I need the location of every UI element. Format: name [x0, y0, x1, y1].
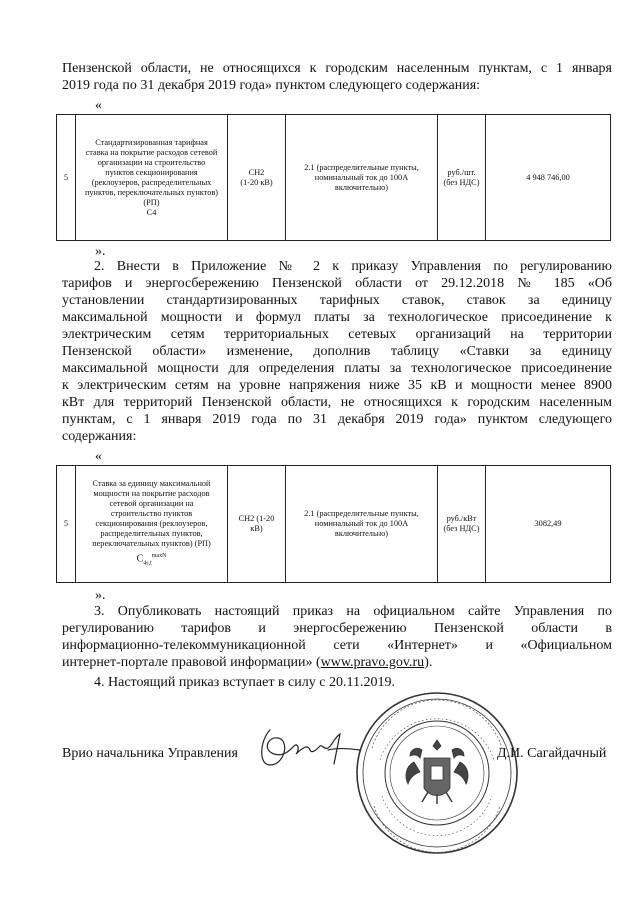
level-line: кВ): [250, 524, 263, 533]
table-row: [57, 466, 611, 583]
item2-line-4: электрическим сетям территориальных сетевых организаций на территории: [62, 327, 612, 342]
name-line: сетевой организации на: [109, 499, 194, 509]
level-line: (1-20 кВ): [240, 177, 273, 187]
tariff-table-2: [56, 465, 611, 583]
name-line: Стандартизированная тарифная: [95, 137, 208, 147]
item3-line-4-text: интернет-портале правовой информации» (: [62, 655, 321, 670]
pravo-link[interactable]: www.pravo.gov.ru: [320, 655, 425, 670]
signatory-name: Д.И. Сагайдачный: [497, 746, 607, 761]
name-line: пунктов, переключательных пунктов): [84, 187, 219, 197]
desc-line: номинальный ток до 100А: [314, 172, 409, 182]
cell-name: [76, 115, 228, 241]
item2-line-6: максимальной мощности для определения платы за технологическое присоединение: [62, 361, 612, 376]
name-line: пунктов секционирования: [105, 167, 198, 177]
quote-open-2: «: [95, 449, 102, 464]
name-line: строительство пунктов: [110, 509, 193, 519]
cell-description: [286, 115, 438, 241]
cell-voltage-level: [228, 115, 286, 241]
name-line: C4: [146, 207, 157, 217]
name-line: распределительных пунктов,: [100, 529, 203, 539]
unit-line: руб./шт.: [447, 167, 476, 177]
desc-line: включительно): [334, 529, 389, 538]
name-line: мощности на покрытие расходов: [93, 489, 210, 499]
name-line: секционирования (реклоузеров,: [95, 519, 208, 529]
item3-line-1: 3. Опубликовать настоящий приказ на официальном сайте Управления по: [94, 604, 612, 619]
name-line: (РП): [143, 197, 160, 207]
item2-last-line: содержания:: [62, 429, 137, 444]
item2-line-2: установлении стандартизированных тарифных ставок, ставок за единицу: [62, 293, 612, 308]
handwritten-signature-icon: [250, 720, 370, 780]
desc-line: включительно): [334, 182, 389, 192]
quote-open-1: «: [95, 98, 102, 113]
item3-line-4: [62, 655, 612, 672]
item2-line-7: к электрическим сетям на уровне напряжения ниже 35 кВ и мощности менее 8900: [62, 378, 612, 393]
cell-value: 4 948 746,00: [486, 115, 611, 241]
level-line: СН2 (1-20: [238, 514, 275, 523]
item3-line-2: регулированию тарифов и энергосбережению Пензенской области в: [62, 621, 612, 636]
item2-line-0: 2. Внести в Приложение № 2 к приказу Управления по регулированию: [94, 259, 612, 274]
item2-line-9: пунктам, с 1 января 2019 года по 31 декабря 2019 года» пунктом следующего: [62, 412, 612, 427]
item3-line-4-end: ).: [424, 655, 433, 670]
quote-close-2: ».: [95, 588, 106, 603]
item2-line-3: максимальной мощности и формул платы за технологическое присоединение к: [62, 310, 612, 325]
cell-unit: [438, 115, 486, 241]
cell-number: 5: [57, 115, 76, 241]
item4: 4. Настоящий приказ вступает в силу с 20.11.2019.: [94, 675, 395, 690]
signatory-title: Врио начальника Управления: [62, 746, 238, 761]
rate-symbol: [79, 551, 224, 568]
intro-line-2: 2019 года по 31 декабря 2019 года» пунктом следующего содержания:: [62, 78, 481, 93]
cell-voltage-level: [228, 466, 286, 583]
rate-symbol-letter: C: [136, 553, 144, 565]
cell-description: [286, 466, 438, 583]
quote-close-1: ».: [95, 244, 106, 259]
cell-value: 3082,49: [486, 466, 611, 583]
tariff-table-1: [56, 114, 611, 241]
cell-number: 5: [57, 466, 76, 583]
unit-line: (без НДС): [443, 177, 480, 187]
unit-line: руб./кВт: [446, 514, 477, 523]
rate-symbol-subscript: 4s,t: [143, 560, 152, 567]
level-line: СН2: [248, 167, 265, 177]
table-row: [57, 115, 611, 241]
official-seal-icon: [352, 688, 522, 858]
name-line: ставка на покрытие расходов сетевой: [85, 147, 218, 157]
rate-symbol-superscript: maxN: [151, 553, 167, 560]
desc-line: 2.1 (распределительные пункты,: [304, 162, 419, 172]
desc-line: номинальный ток до 100А: [314, 519, 409, 528]
item2-line-1: тарифов и энергосбережению Пензенской области от 29.12.2018 № 185 «Об: [62, 276, 612, 291]
unit-line: (без НДС): [443, 524, 480, 533]
intro-line-1: Пензенской области, не относящихся к городским населенным пунктам, с 1 января: [62, 61, 612, 76]
name-line: организации на строительство: [97, 157, 206, 167]
item2-line-8: кВт для территорий Пензенской области, не относящихся к городским населенным: [62, 395, 612, 410]
item2-line-5: Пензенской области» изменение, дополнив таблицу «Ставки за единицу: [62, 344, 612, 359]
name-line: Ставка за единицу максимальной: [92, 479, 211, 489]
cell-unit: [438, 466, 486, 583]
cell-name: [76, 466, 228, 583]
desc-line: 2.1 (распределительные пункты,: [304, 509, 419, 518]
name-line: (реклоузеров, распределительных: [91, 177, 212, 187]
name-line: переключательных пунктов) (РП): [92, 539, 211, 549]
item3-line-3: информационно-телекоммуникационной сети «Интернет» и «Официальном: [62, 638, 612, 653]
